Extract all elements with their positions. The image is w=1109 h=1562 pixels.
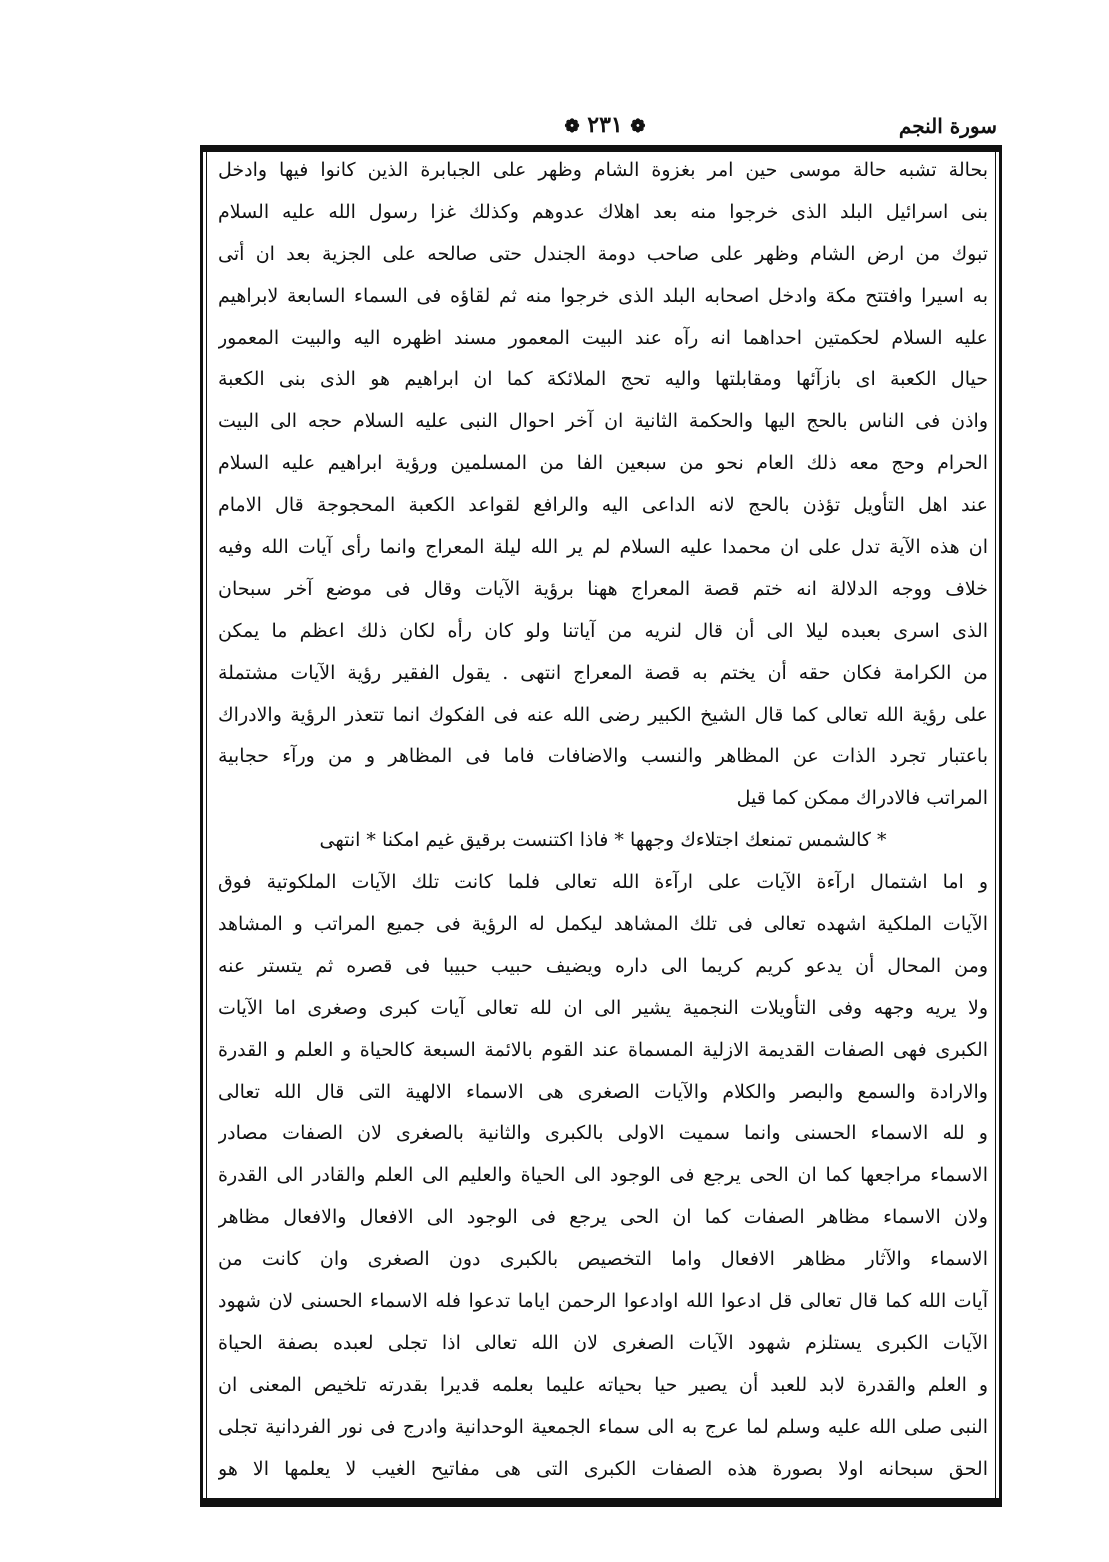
text-line: بحالة تشبه حالة موسى حين امر بغزوة الشام وظهر على الجبابرة الذين كانوا فيها وادخل (218, 159, 988, 181)
text-line: الآيات الملكية اشهده تعالى فى تلك المشاهد ليكمل له الرؤية فى جميع المراتب و المشاهد (218, 913, 988, 936)
running-head-surah-title: سورة النجم (898, 114, 997, 138)
text-line: و اما اشتمال ارآءة الآيات على ارآءة الله تعالى فلما كانت تلك الآيات الملكوتية فوق (218, 871, 988, 894)
page-number-text: ٢٣١ (587, 112, 623, 138)
text-line: ولا يريه وجهه وفى التأويلات النجمية يشير الى ان لله تعالى آيات كبرى وصغرى اما الآيات (218, 996, 988, 1019)
text-line: و العلم والقدرة لابد للعبد أن يصير حيا بحياته عليما بعلمه قديرا بقدرته تلخيص المعنى ان (218, 1373, 988, 1396)
text-line: من الكرامة فكان حقه أن يختم به قصة المعراج انتهى . يقول الفقير رؤية الآيات مشتملة (218, 661, 988, 684)
text-line: الاسماء مراجعها كما ان الحى يرجع فى الوجود الى الحياة والعليم الى العلم والقادر الى القدرة (218, 1164, 988, 1187)
text-line: الذى اسرى بعبده ليلا الى أن قال لنريه من آياتنا ولو كان رأه لكان ذلك اعظم ما يمكن (218, 619, 988, 642)
text-line: آيات الله كما قال تعالى قل ادعوا الله اوادعوا الرحمن اياما تدعوا فله الاسماء الحسنى لان شهود (218, 1290, 988, 1313)
text-line: الحرام وحج معه ذلك العام نحو من سبعين الفا من المسلمين ورؤية ابراهيم عليه السلام (218, 452, 988, 475)
text-line: ومن المحال أن يدعو كريم كريما الى داره ويضيف حبيب حبيبا فى قصره ثم يتستر عنه (218, 954, 988, 977)
text-line: خلاف ووجه الدلالة انه ختم قصة المعراج ههنا برؤية الآيات وقال فى موضع آخر سبحان (218, 577, 988, 600)
page-header (205, 112, 1005, 146)
text-line: الآيات الكبرى يستلزم شهود الآيات الصغرى لان الله تعالى اذا تجلى لعبده بصفة الحياة (218, 1331, 988, 1354)
text-line: بنى اسرائيل البلد الذى خرجوا منه بعد اهلاك عدوهم وكذلك غزا رسول الله عليه السلام (218, 200, 988, 223)
text-line: و لله الاسماء الحسنى وانما سميت الاولى بالكبرى والثانية بالصغرى لان الصفات مصادر (218, 1122, 988, 1145)
text-line: ولان الاسماء مظاهر الصفات كما ان الحى يرجع فى الوجود الى الافعال والافعال مظاهر (218, 1206, 988, 1229)
text-line: واذن فى الناس بالحج اليها والحكمة الثانية ان آخر احوال النبى عليه السلام حجه الى البيت (218, 410, 988, 433)
text-line: والارادة والسمع والبصر والكلام والآيات الصغرى هى الاسماء الالهية التى قال الله تعالى (218, 1080, 988, 1103)
text-line: النبى صلى الله عليه وسلم لما عرج به الى سماء الجمعية الوحدانية وادرج فى نور الفردانية تجلى (218, 1415, 988, 1438)
page-body-text (218, 150, 988, 1491)
ornament-right-icon: ❁ (564, 116, 580, 137)
text-line: على رؤية الله تعالى كما قال الشيخ الكبير رضى الله عنه فى الفكوك انما تتعذر الرؤية والادراك (218, 703, 988, 726)
frame-bottom-rule (203, 1498, 999, 1504)
verse-line: * كالشمس تمنعك اجتلاءك وجهها * فاذا اكتنست برقيق غيم امكنا * انتهى (319, 829, 887, 852)
text-line: به اسيرا وافتتح مكة وادخل اصحابه البلد الذى خرجوا منه ثم لقاؤه فى السماء السابعة لابراهيم (218, 284, 988, 307)
text-line: الحق سبحانه اولا بصورة هذه الصفات الكبرى التى هى مفاتيح الغيب لا يعلمها الا هو (218, 1457, 988, 1480)
text-line: باعتبار تجرد الذات عن المظاهر والنسب والاضافات فاما فى المظاهر و من ورآء حجابية (218, 745, 988, 768)
text-line: المراتب فالادراك ممكن كما قيل (736, 787, 988, 810)
page-number (205, 112, 1005, 138)
ornament-left-icon: ❁ (630, 116, 646, 137)
text-line: حيال الكعبة اى بازآئها ومقابلتها واليه تحج الملائكة كما ان ابراهيم هو الذى بنى الكعبة (218, 368, 988, 391)
text-line: الاسماء والآثار مظاهر الافعال واما التخصيص بالكبرى دون الصغرى وان كانت من (218, 1248, 988, 1271)
text-line: الكبرى فهى الصفات القديمة الازلية المسماة عند القوم بالائمة السبعة كالحياة و العلم و القدرة (218, 1038, 988, 1061)
text-line: تبوك من ارض الشام وظهر على صاحب دومة الجندل حتى صالحه على الجزية بعد ان أتى (218, 242, 988, 265)
text-line: ان هذه الآية تدل على ان محمدا عليه السلام لم ير الله ليلة المعراج وانما رأى آيات الله وفيه (218, 536, 988, 559)
text-line: عليه السلام لحكمتين احداهما انه رآه عند البيت المعمور مسند اظهره اليه والبيت المعمور (218, 326, 988, 349)
text-line: عند اهل التأويل تؤذن بالحج لانه الداعى اليه والرافع لقواعد الكعبة المحجوجة قال الامام (218, 494, 988, 517)
